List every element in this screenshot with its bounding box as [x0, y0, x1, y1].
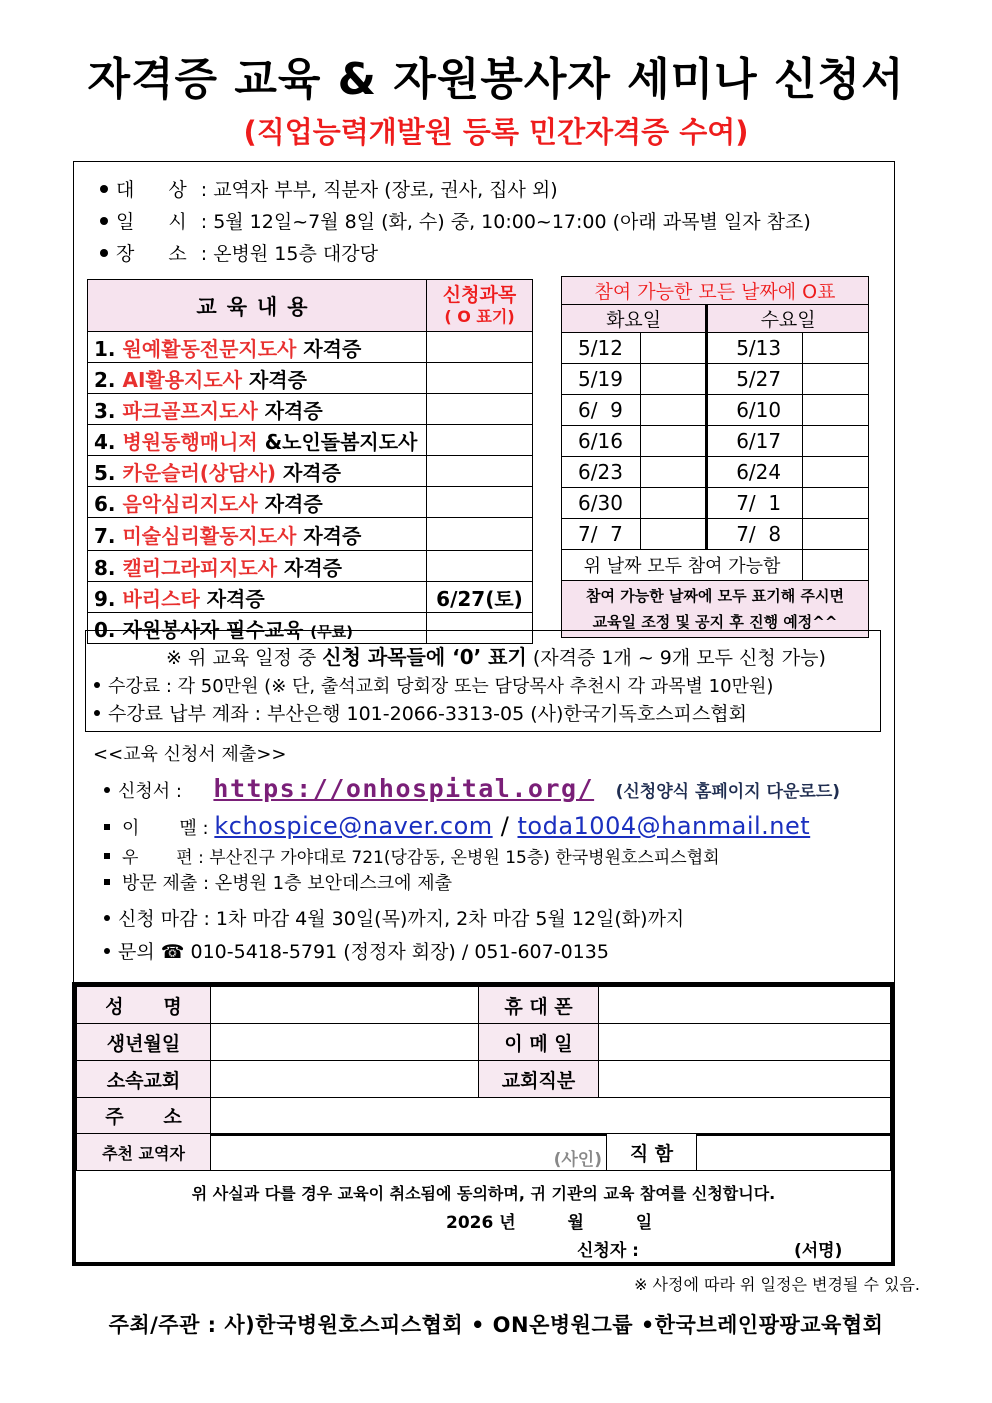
address-field[interactable]	[211, 1098, 891, 1135]
course-select-cell[interactable]	[427, 456, 533, 487]
date-table-header: 참여 가능한 모든 날짜에 O표	[562, 277, 869, 305]
bullet-icon	[104, 824, 110, 830]
date-row: 5/12 5/13	[562, 333, 869, 364]
page-title: 자격증 교육 & 자원봉사자 세미나 신청서	[87, 54, 905, 105]
date-check-cell[interactable]	[641, 364, 707, 395]
course-row: 5. 카운슬러(상담사) 자격증	[88, 456, 533, 487]
all-dates-check-cell[interactable]	[803, 550, 869, 581]
date-check-cell[interactable]	[803, 426, 869, 457]
organizers-footer: 주최/주관 : 사)한국병원호스피스협회 • ON온병원그룹 •한국브레인팡팡교육협회	[108, 1313, 884, 1337]
deadline-row: 신청 마감 : 1차 마감 4월 30일(목)까지, 2차 마감 5월 12일(화)까지	[104, 904, 684, 931]
schedule-change-note: ※ 사정에 따라 위 일정은 변경될 수 있음.	[634, 1275, 920, 1294]
name-label: 성 명	[77, 987, 211, 1024]
date-row: 7/ 7 7/ 8	[562, 519, 869, 550]
wednesday-header: 수요일	[707, 305, 869, 333]
course-select-cell[interactable]	[427, 487, 533, 518]
bullet-icon	[100, 249, 108, 257]
course-row: 1. 원예활동전문지도사 자격증	[88, 332, 533, 363]
course-name: AI활용지도사	[122, 367, 243, 392]
course-name: 자원봉사자 필수교육	[122, 617, 304, 642]
date-check-cell[interactable]	[803, 395, 869, 426]
address-label: 주 소	[77, 1098, 211, 1135]
phone-icon: ☎	[160, 941, 185, 963]
date-availability-table	[561, 276, 869, 638]
bullet-icon	[104, 915, 110, 921]
applicant-form	[72, 982, 895, 1266]
bullet-icon	[104, 787, 110, 793]
title-label: 직 함	[607, 1134, 697, 1171]
info-schedule: 일 시: 5월 12일~7월 8일 (화, 수) 중, 10:00~17:00 (아래 과목별 일자 참조)	[100, 206, 811, 238]
date-check-cell[interactable]	[641, 395, 707, 426]
course-row: 2. AI활용지도사 자격증	[88, 363, 533, 394]
date-row: 6/16 6/17	[562, 426, 869, 457]
date-check-cell[interactable]	[641, 333, 707, 364]
contact-row: 문의 ☎ 010-5418-5791 (정정자 회장) / 051-607-0135	[104, 937, 609, 964]
recommender-field[interactable]	[211, 1134, 607, 1171]
email-label: 이 메 일	[479, 1024, 599, 1061]
date-table-note: 참여 가능한 날짜에 모두 표기해 주시면 교육일 조정 및 공지 후 진행 예정^^	[562, 581, 869, 638]
declaration-text: 위 사실과 다를 경우 교육이 취소됨에 동의하며, 귀 기관의 교육 참여를 신청합니다.	[191, 1184, 776, 1203]
course-select-cell[interactable]	[427, 425, 533, 456]
submission-email-row: 이 멜 : kchospice@naver.com / toda1004@hanmail.net	[104, 812, 810, 840]
tuesday-header: 화요일	[562, 305, 707, 333]
email-field[interactable]	[599, 1024, 891, 1061]
course-select-cell[interactable]	[427, 363, 533, 394]
course-row: 3. 파크골프지도사 자격증	[88, 394, 533, 425]
bullet-icon	[94, 710, 100, 716]
course-name: 병원동행매니저	[122, 429, 258, 454]
bullet-icon	[94, 682, 100, 688]
submission-visit-row: 방문 제출 : 온병원 1층 보안데스크에 제출	[104, 869, 452, 895]
course-header-select: 신청과목 ( O 표기)	[427, 280, 533, 332]
submission-form-row: 신청서 : https://onhospital.org/ (신청양식 홈페이지 다운로드)	[104, 774, 840, 803]
email-link-kchospice[interactable]: kchospice@naver.com	[214, 812, 493, 840]
sign-hint: (사인)	[553, 1149, 602, 1170]
course-name: 미술심리활동지도사	[122, 523, 297, 548]
date-check-cell[interactable]	[641, 426, 707, 457]
date-row: 5/19 5/27	[562, 364, 869, 395]
course-select-cell[interactable]	[427, 332, 533, 363]
fee-info-box	[85, 630, 881, 732]
course-name: 음악심리지도사	[122, 491, 258, 516]
info-target: 대 상: 교역자 부부, 직분자 (장로, 권사, 집사 외)	[100, 174, 811, 206]
birth-label: 생년월일	[77, 1024, 211, 1061]
applicant-form-table	[76, 986, 891, 1136]
course-name: 파크골프지도사	[122, 398, 258, 423]
course-select-cell[interactable]	[427, 394, 533, 425]
title-field[interactable]	[697, 1134, 891, 1171]
course-row: 4. 병원동행매니저 &노인돌봄지도사	[88, 425, 533, 456]
event-info-list	[100, 174, 811, 270]
course-header-content: 교육내용	[88, 280, 427, 332]
course-name: 캘리그라피지도사	[122, 555, 278, 580]
recommender-label: 추천 교역자	[77, 1134, 211, 1171]
church-label: 소속교회	[77, 1061, 211, 1098]
account-info: 수강료 납부 계좌 : 부산은행 101-2066-3313-05 (사)한국기독호스피스협회	[94, 699, 747, 726]
submission-title: <<교육 신청서 제출>>	[93, 744, 287, 765]
date-check-cell[interactable]	[803, 333, 869, 364]
birth-field[interactable]	[211, 1024, 479, 1061]
recommender-table	[76, 1133, 891, 1171]
church-field[interactable]	[211, 1061, 479, 1098]
date-check-cell[interactable]	[803, 519, 869, 550]
info-place: 장 소: 온병원 15층 대강당	[100, 238, 811, 270]
course-select-cell[interactable]	[427, 551, 533, 582]
application-date: 2026 년 월 일	[446, 1213, 653, 1233]
course-row: 0. 자원봉사자 필수교육 (무료)	[88, 613, 533, 644]
page-subtitle: (직업능력개발원 등록 민간자격증 수여)	[243, 115, 749, 149]
bullet-icon	[100, 217, 108, 225]
bullet-icon	[104, 879, 110, 885]
all-dates-label: 위 날짜 모두 참여 가능함	[562, 550, 803, 581]
date-check-cell[interactable]	[803, 457, 869, 488]
course-select-cell[interactable]	[427, 518, 533, 551]
date-check-cell[interactable]	[803, 364, 869, 395]
form-download-note: (신청양식 홈페이지 다운로드)	[615, 782, 841, 802]
course-row: 8. 캘리그라피지도사 자격증	[88, 551, 533, 582]
signature-placeholder[interactable]: (서명)	[793, 1241, 843, 1261]
name-field[interactable]	[211, 987, 479, 1024]
selection-notice: ※ 위 교육 일정 중 신청 과목들에 ‘0’ 표기 (자격증 1개 ~ 9개 모두 신청 가능)	[166, 645, 826, 669]
date-check-cell[interactable]	[641, 457, 707, 488]
phone-field[interactable]	[599, 987, 891, 1024]
course-selection-table	[87, 279, 533, 644]
bullet-icon	[104, 948, 110, 954]
course-row: 9. 바리스타 자격증 6/27(토)	[88, 582, 533, 613]
course-row: 7. 미술심리활동지도사 자격증	[88, 518, 533, 551]
church-position-label: 교회직분	[479, 1061, 599, 1098]
email-link-toda[interactable]: toda1004@hanmail.net	[517, 812, 811, 840]
date-row: 6/30 7/ 1	[562, 488, 869, 519]
course-select-cell[interactable]: 6/27(토)	[427, 582, 533, 613]
course-name: 바리스타	[122, 586, 200, 611]
applicant-signature-line: 신청자 : (서명)	[577, 1241, 843, 1261]
course-name: 카운슬러(상담사)	[122, 460, 277, 485]
date-check-cell[interactable]	[641, 488, 707, 519]
date-check-cell[interactable]	[803, 488, 869, 519]
date-row: 6/23 6/24	[562, 457, 869, 488]
course-row: 6. 음악심리지도사 자격증	[88, 487, 533, 518]
bullet-icon	[104, 853, 110, 859]
homepage-link[interactable]: https://onhospital.org/	[213, 774, 595, 803]
tuition-info: 수강료 : 각 50만원 (※ 단, 출석교회 당회장 또는 담당목사 추천시 각 과목별 10만원)	[94, 672, 773, 698]
date-row: 6/ 9 6/10	[562, 395, 869, 426]
all-dates-row	[562, 550, 869, 581]
submission-post-row: 우 편 : 부산진구 가야대로 721(당감동, 온병원 15층) 한국병원호스피스협회	[104, 843, 720, 868]
phone-label: 휴 대 폰	[479, 987, 599, 1024]
course-name: 원예활동전문지도사	[122, 336, 297, 361]
church-position-field[interactable]	[599, 1061, 891, 1098]
date-check-cell[interactable]	[641, 519, 707, 550]
bullet-icon	[100, 185, 108, 193]
